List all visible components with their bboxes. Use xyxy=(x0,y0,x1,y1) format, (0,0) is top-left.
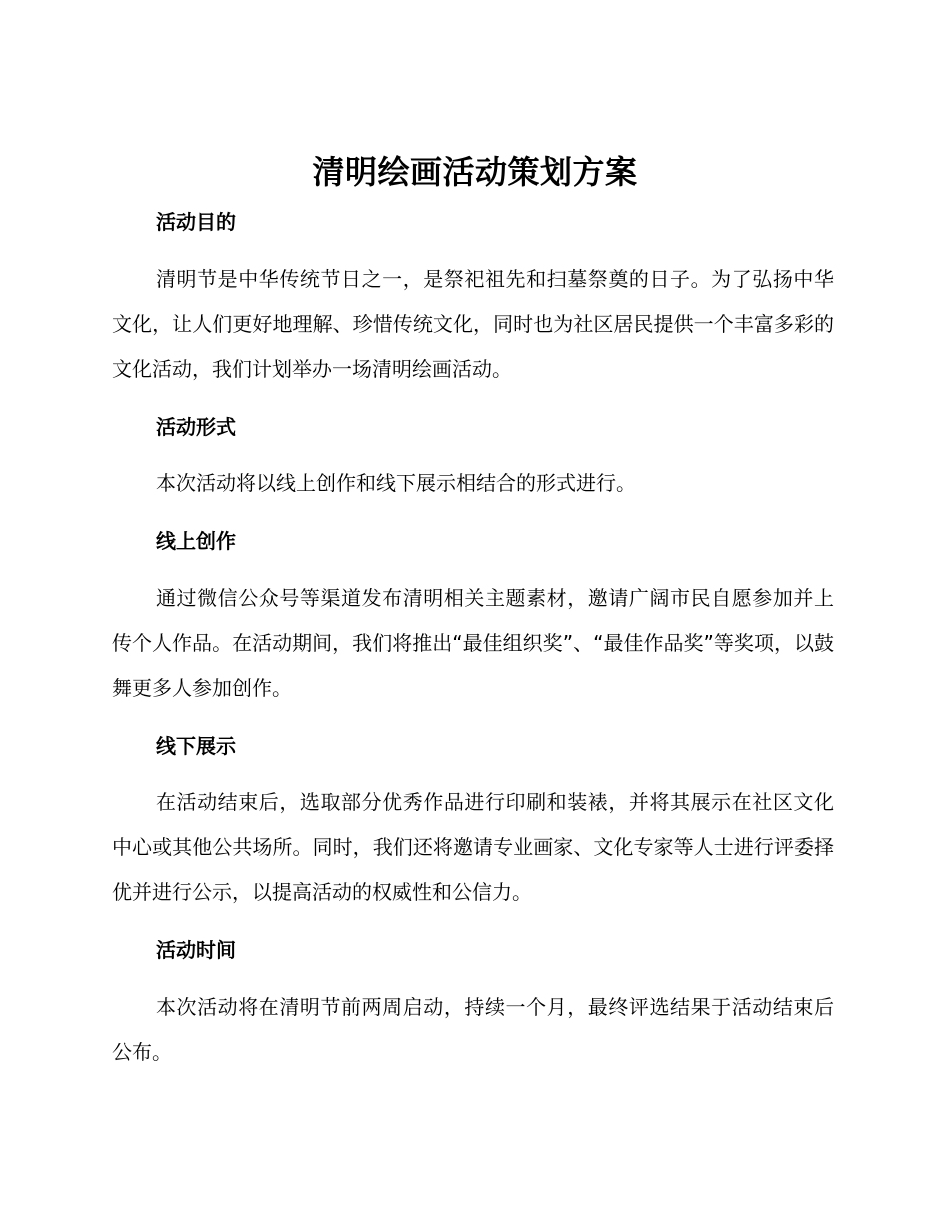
section-heading-time: 活动时间 xyxy=(156,938,236,962)
section-paragraph-purpose: 清明节是中华传统节日之一，是祭祀祖先和扫墓祭奠的日子。为了弘扬中华文化，让人们更好地理解、珍惜传统文化，同时也为社区居民提供一个丰富多彩的文化活动，我们计划举办一场清明绘画活动。 xyxy=(112,267,834,381)
section-heading-online: 线上创作 xyxy=(156,529,236,553)
section-paragraph-offline: 在活动结束后，选取部分优秀作品进行印刷和装裱，并将其展示在社区文化中心或其他公共场所。同时，我们还将邀请专业画家、文化专家等人士进行评委择优并进行公示，以提高活动的权威性和公信力。 xyxy=(112,790,834,904)
section-heading-format: 活动形式 xyxy=(156,415,236,439)
section-paragraph-format: 本次活动将以线上创作和线下展示相结合的形式进行。 xyxy=(156,471,636,495)
document-title: 清明绘画活动策划方案 xyxy=(312,153,638,191)
section-heading-purpose: 活动目的 xyxy=(156,210,236,234)
section-heading-offline: 线下展示 xyxy=(156,734,236,758)
section-paragraph-online: 通过微信公众号等渠道发布清明相关主题素材，邀请广阔市民自愿参加并上传个人作品。在活动期间，我们将推出“最佳组织奖”、“最佳作品奖”等奖项，以鼓舞更多人参加创作。 xyxy=(112,586,834,700)
section-paragraph-time: 本次活动将在清明节前两周启动，持续一个月，最终评选结果于活动结束后公布。 xyxy=(112,995,834,1064)
